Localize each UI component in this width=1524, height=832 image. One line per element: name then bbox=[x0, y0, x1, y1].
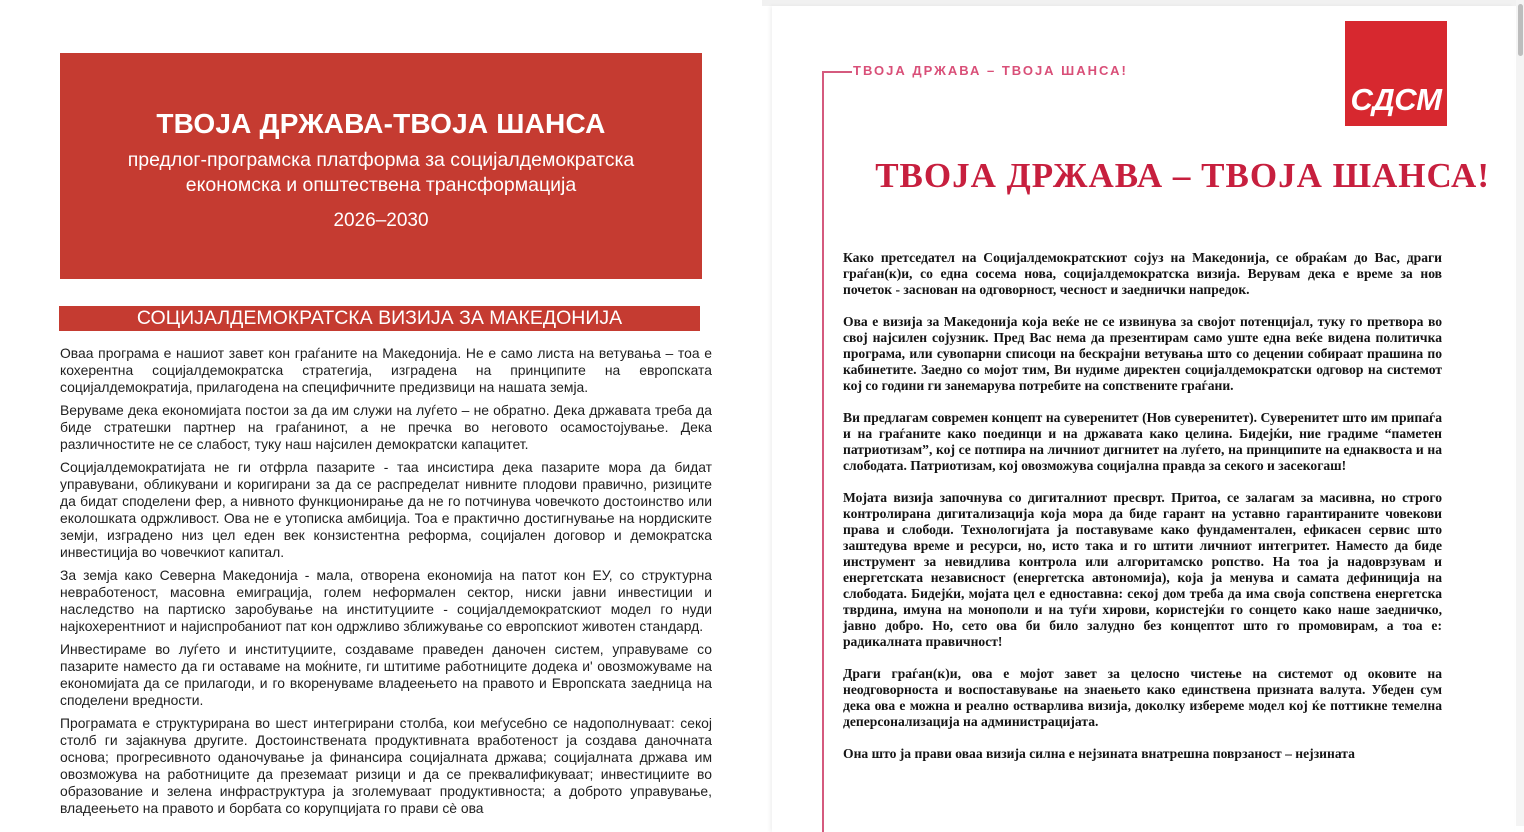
right-body-text bbox=[843, 250, 1442, 778]
left-document-page bbox=[0, 0, 762, 826]
letter-title: ТВОЈА ДРЖАВА – ТВОЈА ШАНСА! bbox=[875, 156, 1490, 195]
paragraph: Социјалдемократијата не ги отфрла пазарите - таа инсистира дека пазарите мора да бидат управувани, обликувани и коригирани за да се распределат нивните плодови правично, ризиците да бидат споделени фер, а нивното функционирање да не го потчинува човечкото достоинство или еколошката одржливост. Ова не е утописка амбиција. Тоа е практично достигнување на нордиските земји, изградено низ цел еден век конзистентна реформа, социјален договор и демократска инвестиција во човечкиот капитал. bbox=[60, 459, 712, 560]
paragraph: Оваа програма е нашиот завет кон граѓаните на Македонија. Не е само листа на ветувања – тоа е кохерентна социјалдемократска стратегија, изградена на принципите на европската социјалдемократија, прилагодена на специфичните предизвици на нашата земја. bbox=[60, 345, 712, 395]
paragraph: Ова е визија за Македонија која веќе не се извинува за својот потенцијал, туку го претвора во свој најсилен сојузник. Пред Вас нема да презентирам само уште една веќе видена политичка програма, или сувопарни списоци на бескрајни ветувања што со децении собираат прашина по кабинетите. Заедно со мојот тим, Ви нудиме директен социјалдемократски одговор на системот кој со години ги занемарува потребите на сопствените граѓани. bbox=[843, 314, 1442, 393]
document-subtitle bbox=[60, 148, 702, 198]
paragraph: Она што ја прави оваа визија силна е нејзината внатрешна поврзаност – нејзината bbox=[843, 746, 1355, 761]
document-title: ТВОЈА ДРЖАВА-ТВОЈА ШАНСА bbox=[156, 108, 606, 139]
document-years: 2026–2030 bbox=[333, 210, 429, 231]
paragraph: Мојата визија започнува со дигиталниот пресврт. Притоа, се залагам за масивна, но строго контролирана дигитализација која мора да биде гарант на уставно гарантираните човекови права и слободи. Технологијата ја поставуваме како фундаментален, ефикасен сервис што заштедува време и ресурси, но, исто така и го штити личниот интегритет. Наместо да биде инструмент за невидлива контрола или алгоритамско ропство. На тоа ја надоврзувам и енергетската независност (енергетска автономија), која ја менува и самата дефиниција на слободата. Бидејќи, мојата цел е едноставна: секој дом треба да има своја сопствена енергетска тврдина, имуна на монополи и на туѓи хирови, користејќи го сонцето како наше заедничко, јавно добро. Но, сето ова би било залудно без концептот што го промовирам, а тоа е: радикалната правичност! bbox=[843, 490, 1442, 649]
scrollbar-thumb[interactable] bbox=[1518, 4, 1523, 56]
title-banner bbox=[60, 53, 702, 279]
left-body-text bbox=[60, 345, 712, 823]
paragraph: Ви предлагам современ концепт на суверенитет (Нов суверенитет). Суверенитет што им припаѓа и на граѓаните како поединци и на државата како целина. Бидејќи, ние градиме “паметен патриотизам”, кој се потпира на личниот дигнитет на луѓето, на принципите на еднаквоста и на слободата. Патриотизам, кој овозможува социјална правда за секого и засекогаш! bbox=[843, 410, 1442, 473]
paragraph: За земја како Северна Македонија - мала, отворена економија на патот кон ЕУ, со структурна невработеност, масовна емиграција, голем неформален сектор, ниски јавни инвестиции и наследство на партиско заробување на институциите - социјалдемократскиот модел го нуди најкохерентниот и најиспробаниот пат кон одржливо зближување со европскиот животен стандард. bbox=[60, 567, 712, 634]
section-heading: СОЦИЈАЛДЕМОКРАТСКА ВИЗИЈА ЗА МАКЕДОНИЈА bbox=[59, 306, 700, 331]
subtitle-line-2: економска и општествена трансформација bbox=[185, 174, 577, 196]
right-document-page bbox=[772, 6, 1514, 832]
scrollbar[interactable] bbox=[1516, 0, 1524, 826]
paragraph: Програмата е структурирана во шест интегрирани столба, кои меѓусебно се надополнуваат: секој столб ги зајакнува другите. Достоинствената продуктивната вработеност ја создава даночната основа; прогресивното оданочување ја финансира социјалната држава; социјалната држава им овозможува на работниците да преземаат ризици и да се преквалификуваат; инвестициите во образование и зелена инфраструктура ја зголемуваат продуктивноста; а доброто управување, владеењето на правото и борбата со корупцијата го прави сè ова bbox=[60, 715, 712, 816]
logo-text: СДСМ bbox=[1350, 82, 1442, 117]
sdsm-logo bbox=[1345, 21, 1447, 126]
paragraph: Како претседател на Социјалдемократскиот сојуз на Македонија, се обраќам до Вас, драги граѓан(к)и, со една сосема нова, социјалдемократска визија. Верувам дека е време за нов почеток - заснован на одговорност, чесност и заеднички напредок. bbox=[843, 250, 1442, 297]
paragraph: Инвестираме во луѓето и институциите, создаваме праведен даночен систем, управуваме со пазарите наместо да ги оставаме на моќните, ги штитиме работниците додека и' овозможуваме на економијата да се прилагоди, и го вкоренуваме владеењето на правото и Европската заедница на споделени вредности. bbox=[60, 641, 712, 708]
frame-line-horizontal bbox=[822, 71, 852, 73]
header-slogan: ТВОЈА ДРЖАВА – ТВОЈА ШАНСА! bbox=[853, 63, 1128, 78]
paragraph: Драги граѓан(к)и, ова е мојот завет за целосно чистење на системот од оковите на неодговорноста и воспоставување на знаењето како единствена призната валута. Убеден сум дека ова е можна и реално остварлива визија, доколку избереме модел кој ќе поттикне темелна деперсонализација на администрацијата. bbox=[843, 666, 1442, 729]
subtitle-line-1: предлог-програмска платформа за социјалдемократска bbox=[127, 149, 635, 171]
paragraph: Веруваме дека економијата постои за да им служи на луѓето – не обратно. Дека државата треба да биде стратешки партнер на граѓанинот, а не пречка во неговото осамостојување. Дека различностите не се слабост, туку наш најсилен демократски капацитет. bbox=[60, 402, 712, 452]
